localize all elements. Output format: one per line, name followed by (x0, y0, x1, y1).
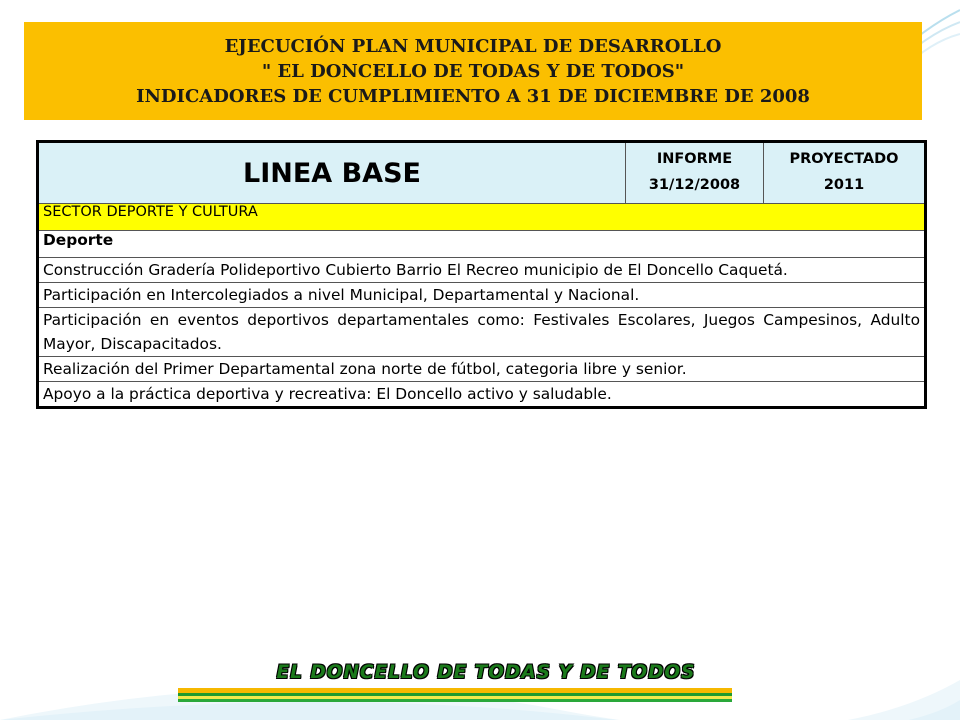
table-row (38, 308, 926, 357)
table-row (38, 382, 926, 408)
col-proyectado (764, 142, 926, 204)
subsector-label: Deporte (38, 231, 926, 258)
col-informe-line1: INFORME (656, 151, 733, 167)
table-row (38, 258, 926, 283)
footer-stripe (178, 699, 732, 702)
table-header-row (38, 142, 926, 204)
subsector-row (38, 231, 926, 258)
header-title: EJECUCIÓN PLAN MUNICIPAL DE DESARROLLO (224, 35, 722, 57)
sector-row (38, 204, 926, 231)
col-informe (626, 142, 764, 204)
col-proyectado-line1: PROYECTADO (789, 151, 899, 167)
item-text: Apoyo a la práctica deportiva y recreativa: El Doncello activo y saludable. (38, 382, 926, 408)
indicators-table (36, 140, 927, 409)
header-banner (24, 22, 922, 120)
col-informe-line2: 31/12/2008 (648, 177, 741, 193)
header-subtitle: " EL DONCELLO DE TODAS Y DE TODOS" (261, 60, 685, 82)
table-row (38, 357, 926, 382)
item-text: Construcción Gradería Polideportivo Cubierto Barrio El Recreo municipio de El Doncello Caquetá. (38, 258, 926, 283)
sector-label: SECTOR DEPORTE Y CULTURA (38, 204, 926, 231)
item-text: Participación en eventos deportivos departamentales como: Festivales Escolares, Juegos Campesinos, Adulto Mayor, Discapacitados. (38, 308, 926, 357)
item-text: Participación en Intercolegiados a nivel Municipal, Departamental y Nacional. (38, 283, 926, 308)
header-indicators: INDICADORES DE CUMPLIMIENTO A 31 DE DICIEMBRE DE 2008 (136, 85, 810, 107)
decorative-waves-bottom (0, 600, 960, 720)
footer-slogan: EL DONCELLO DE TODAS Y DE TODOS (276, 662, 696, 683)
col-proyectado-line2: 2011 (823, 177, 865, 193)
item-text: Realización del Primer Departamental zona norte de fútbol, categoria libre y senior. (38, 357, 926, 382)
col-linea-base: LINEA BASE (38, 142, 626, 204)
table-row (38, 283, 926, 308)
